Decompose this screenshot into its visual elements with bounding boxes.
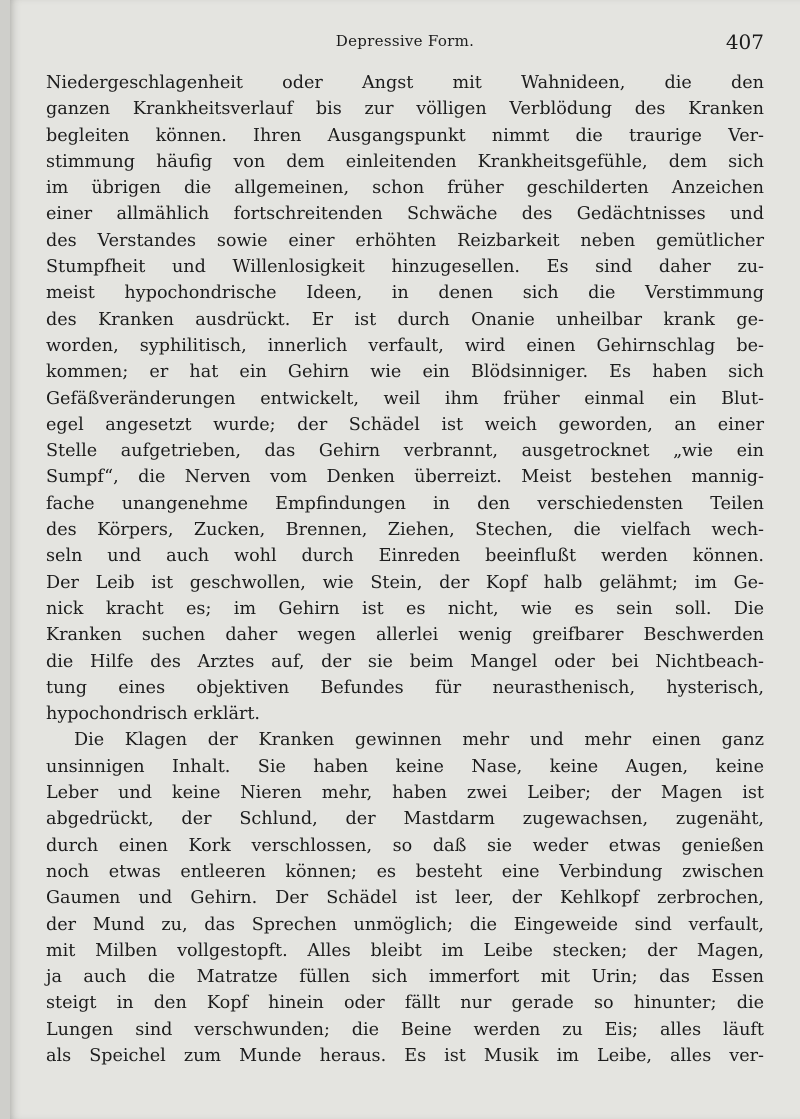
text-line: die Hilfe des Arztes auf, der sie beim Mangel oder bei Nichtbeach- [46, 651, 764, 672]
text-line: meist hypochondrische Ideen, in denen sich die Verstimmung [46, 283, 764, 304]
text-line: abgedrückt, der Schlund, der Mastdarm zugewachsen, zugenäht, [46, 809, 764, 830]
text-line: des Kranken ausdrückt. Er ist durch Onanie unheilbar krank ge- [46, 309, 764, 330]
text-line: Die Klagen der Kranken gewinnen mehr und mehr einen ganz [74, 730, 764, 751]
text-line: steigt in den Kopf hinein oder fällt nur gerade so hinunter; die [46, 993, 764, 1014]
text-line: Lungen sind verschwunden; die Beine werden zu Eis; alles läuft [46, 1019, 764, 1040]
text-line: stimmung häufig von dem einleitenden Krankheitsgefühle, dem sich [46, 151, 764, 172]
text-line: Der Leib ist geschwollen, wie Stein, der Kopf halb gelähmt; im Ge- [46, 572, 764, 593]
paragraph [46, 70, 764, 727]
text-line: Gaumen und Gehirn. Der Schädel ist leer, der Kehlkopf zerbrochen, [46, 888, 764, 909]
text-line: Gefäßveränderungen entwickelt, weil ihm früher einmal ein Blut- [46, 388, 764, 409]
text-line: fache unangenehme Empfindungen in den verschiedensten Teilen [46, 493, 764, 514]
page-number: 407 [725, 30, 764, 54]
body-text [46, 70, 764, 1069]
text-line: Kranken suchen daher wegen allerlei wenig greifbarer Beschwerden [46, 625, 764, 646]
text-line: ja auch die Matratze füllen sich immerfort mit Urin; das Essen [46, 967, 764, 988]
text-line: Leber und keine Nieren mehr, haben zwei Leiber; der Magen ist [46, 783, 764, 804]
page-header [46, 30, 764, 56]
text-line: durch einen Kork verschlossen, so daß sie weder etwas genießen [46, 835, 764, 856]
text-line: des Verstandes sowie einer erhöhten Reizbarkeit neben gemütlicher [46, 230, 764, 251]
text-line: begleiten können. Ihren Ausgangspunkt nimmt die traurige Ver- [46, 125, 764, 146]
running-head: Depressive Form. [335, 32, 475, 50]
text-line: worden, syphilitisch, innerlich verfault, wird einen Gehirnschlag be- [46, 335, 764, 356]
text-line: einer allmählich fortschreitenden Schwäche des Gedächtnisses und [46, 204, 764, 225]
text-line: hypochondrisch erklärt. [46, 704, 261, 725]
text-line: noch etwas entleeren können; es besteht eine Verbindung zwischen [46, 861, 764, 882]
text-line: als Speichel zum Munde heraus. Es ist Musik im Leibe, alles ver- [46, 1045, 764, 1066]
text-line: ganzen Krankheitsverlauf bis zur völligen Verblödung des Kranken [46, 99, 764, 120]
text-line: tung eines objektiven Befundes für neurasthenisch, hysterisch, [46, 677, 764, 698]
text-line: egel angesetzt wurde; der Schädel ist weich geworden, an einer [46, 414, 764, 435]
text-line: kommen; er hat ein Gehirn wie ein Blödsinniger. Es haben sich [46, 362, 764, 383]
text-line: Stumpfheit und Willenlosigkeit hinzugesellen. Es sind daher zu- [46, 257, 764, 278]
text-line: der Mund zu, das Sprechen unmöglich; die Eingeweide sind verfault, [46, 914, 764, 935]
text-line: des Körpers, Zucken, Brennen, Ziehen, Stechen, die vielfach wech- [46, 520, 764, 541]
text-line: nick kracht es; im Gehirn ist es nicht, wie es sein soll. Die [46, 598, 764, 619]
paragraph [46, 727, 764, 1069]
text-line: im übrigen die allgemeinen, schon früher geschilderten Anzeichen [46, 178, 764, 199]
text-line: Niedergeschlagenheit oder Angst mit Wahnideen, die den [46, 73, 764, 93]
text-line: seln und auch wohl durch Einreden beeinflußt werden können. [46, 546, 764, 567]
text-line: mit Milben vollgestopft. Alles bleibt im Leibe stecken; der Magen, [46, 940, 764, 961]
book-page [10, 0, 800, 1119]
text-line: unsinnigen Inhalt. Sie haben keine Nase, keine Augen, keine [46, 756, 764, 777]
text-line: Stelle aufgetrieben, das Gehirn verbrannt, ausgetrocknet „wie ein [46, 441, 764, 462]
text-line: Sumpf“, die Nerven vom Denken überreizt. Meist bestehen mannig- [46, 467, 764, 488]
